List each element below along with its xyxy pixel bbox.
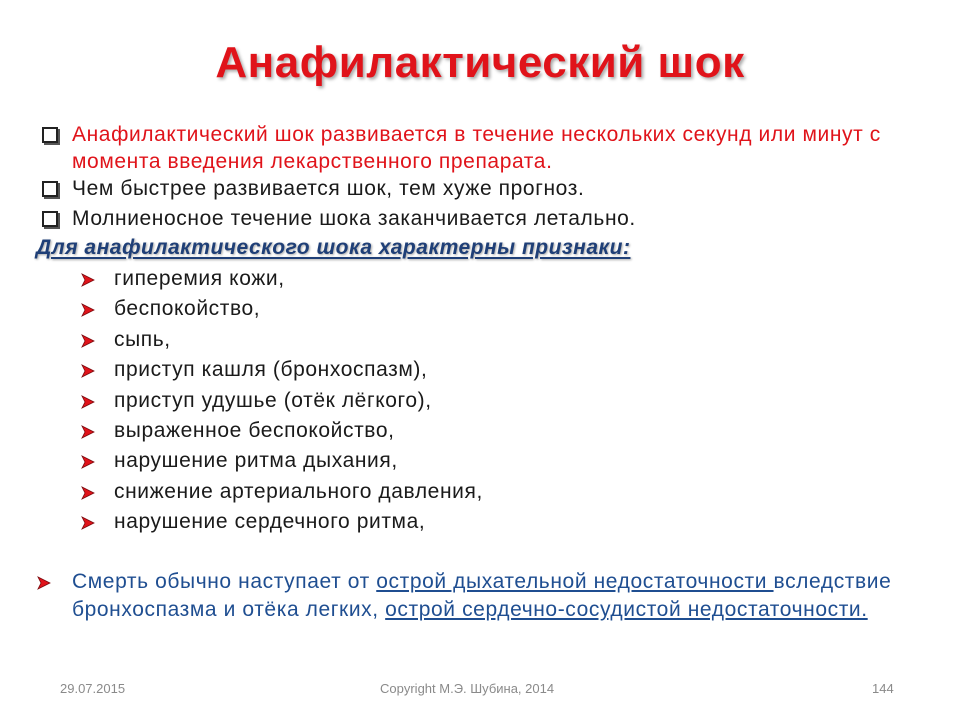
list-item: выраженное беспокойство, — [80, 416, 483, 446]
list-item: снижение артериального давления, — [80, 477, 483, 507]
arrow-right-icon — [80, 386, 104, 416]
footer-date: 29.07.2015 — [60, 681, 126, 696]
bullet-item-1 — [42, 121, 922, 175]
footer-copyright: Copyright М.Э. Шубина, 2014 — [380, 681, 555, 696]
arrow-right-icon — [80, 294, 104, 324]
list-item: приступ удушье (отёк лёгкого), — [80, 386, 483, 416]
list-item: приступ кашля (бронхоспазм), — [80, 355, 483, 385]
list-item: нарушение сердечного ритма, — [80, 507, 483, 537]
list-item: беспокойство, — [80, 294, 483, 324]
death-paragraph — [36, 568, 926, 624]
signs-list — [80, 264, 483, 538]
page-title: Анафилактический шок — [215, 38, 745, 87]
bullet-text: Чем быстрее развивается шок, тем хуже прогноз. — [72, 177, 585, 200]
bullet-item-3 — [42, 205, 922, 232]
checkbox-square-icon — [42, 181, 58, 197]
list-item: гиперемия кожи, — [80, 264, 483, 294]
list-item: нарушение ритма дыхания, — [80, 446, 483, 476]
arrow-right-icon — [80, 477, 104, 507]
bullet-text: Анафилактический шок развивается в течение нескольких секунд или минут с момента введения лекарственного препарата. — [72, 123, 881, 173]
checkbox-square-icon — [42, 211, 58, 227]
arrow-right-icon — [80, 355, 104, 385]
death-text: Смерть обычно наступает от острой дыхательной недостаточности вследствие бронхоспазма и отёка легких, острой сердечно-сосудистой недостаточности. — [72, 570, 892, 621]
underlined-phrase: острой сердечно-сосудистой недостаточности. — [385, 598, 868, 621]
arrow-right-icon — [36, 568, 52, 596]
section-heading: Для анафилактического шока характерны признаки: — [36, 236, 631, 259]
checkbox-square-icon — [42, 127, 58, 143]
arrow-right-icon — [80, 446, 104, 476]
footer-page-number: 144 — [872, 681, 894, 696]
arrow-right-icon — [80, 325, 104, 355]
list-item: сыпь, — [80, 325, 483, 355]
bullet-text: Молниеносное течение шока заканчивается летально. — [72, 207, 636, 230]
arrow-right-icon — [80, 416, 104, 446]
underlined-phrase: острой дыхательной недостаточности — [376, 570, 774, 593]
arrow-right-icon — [80, 507, 104, 537]
bullet-item-2 — [42, 175, 922, 202]
arrow-right-icon — [80, 264, 104, 294]
